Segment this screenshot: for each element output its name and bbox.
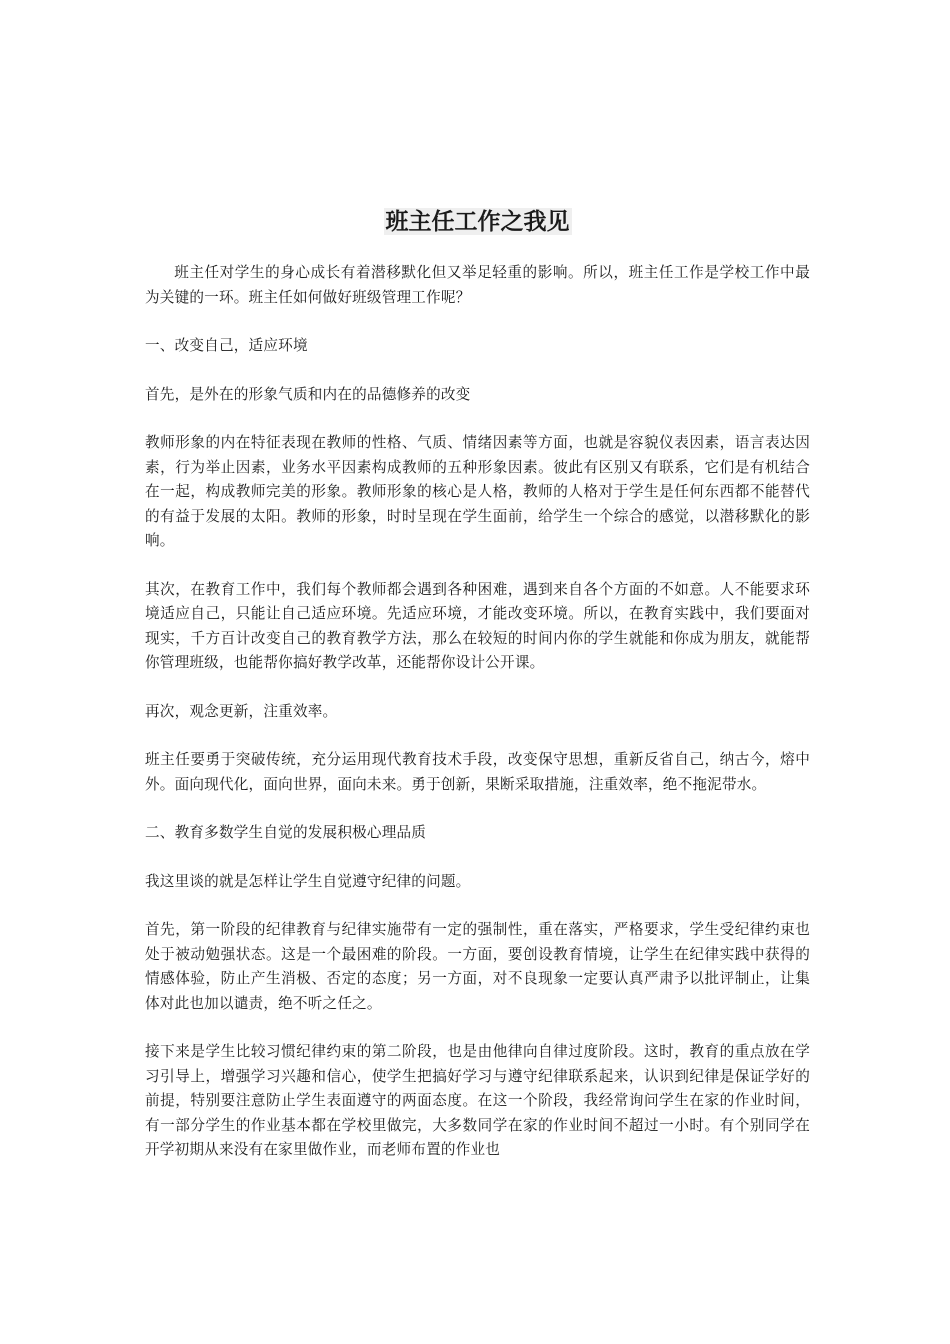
body-paragraph-adapt-environment: 其次，在教育工作中，我们每个教师都会遇到各种困难，遇到来自各个方面的不如意。人不能要求环境适应自己，只能让自己适应环境。先适应环境，才能改变环境。所以，在教育实践中，我们要面对现实，千方百计改变自己的教育教学方法，那么在较短的时间内你的学生就能和你成为朋友，就能帮你管理班级，也能帮你搞好教学改革，还能帮你设计公开课。 (145, 580, 810, 671)
body-paragraph-stage-one: 首先，第一阶段的纪律教育与纪律实施带有一定的强制性，重在落实，严格要求，学生受纪律约束也处于被动勉强状态。这是一个最困难的阶段。一方面，要创设教育情境，让学生在纪律实践中获得的情感体验，防止产生消极、否定的态度；另一方面，对不良现象一定要认真严肃予以批评制止，让集体对此也加以谴责，绝不听之任之。 (145, 921, 810, 1012)
document-title (145, 200, 810, 244)
body-paragraph-discipline-intro: 我这里谈的就是怎样让学生自觉遵守纪律的问题。 (145, 872, 471, 890)
body-paragraph-stage-two: 接下来是学生比较习惯纪律约束的第二阶段，也是由他律向自律过度阶段。这时，教育的重点放在学习引导上，增强学习兴趣和信心，使学生把搞好学习与遵守纪律联系起来，认识到纪律是保证学好的前提，特别要注意防止学生表面遵守的两面态度。在这一个阶段，我经常询问学生在家的作业时间，有一部分学生的作业基本都在学校里做完，大多数同学在家的作业时间不超过一小时。有个别同学在开学初期从来没有在家里做作业，而老师布置的作业也 (145, 1043, 810, 1158)
document-title-text: 班主任工作之我见 (385, 208, 570, 235)
body-paragraph-teacher-image: 教师形象的内在特征表现在教师的性格、气质、情绪因素等方面，也就是容貌仪表因素，语言表达因素，行为举止因素，业务水平因素构成教师的五种形象因素。彼此有区别又有联系，它们是有机结合在一起，构成教师完美的形象。教师形象的核心是人格，教师的人格对于学生是任何东西都不能替代的有益于发展的太阳。教师的形象，时时呈现在学生面前，给学生一个综合的感觉，以潜移默化的影响。 (145, 434, 810, 549)
section-heading-1: 一、改变自己，适应环境 (145, 337, 308, 354)
section-heading-2: 二、教育多数学生自觉的发展积极心理品质 (145, 824, 427, 841)
document-page (145, 200, 810, 1187)
subheading-third: 再次，观念更新，注重效率。 (145, 702, 338, 720)
subheading-first: 首先，是外在的形象气质和内在的品德修养的改变 (145, 385, 471, 403)
intro-paragraph: 班主任对学生的身心成长有着潜移默化但又举足轻重的影响。所以，班主任工作是学校工作中最为关键的一环。班主任如何做好班级管理工作呢？ (145, 264, 810, 306)
body-paragraph-innovation: 班主任要勇于突破传统，充分运用现代教育技术手段，改变保守思想，重新反省自己，纳古今，熔中外。面向现代化，面向世界，面向未来。勇于创新，果断采取措施，注重效率，绝不拖泥带水。 (145, 751, 810, 793)
